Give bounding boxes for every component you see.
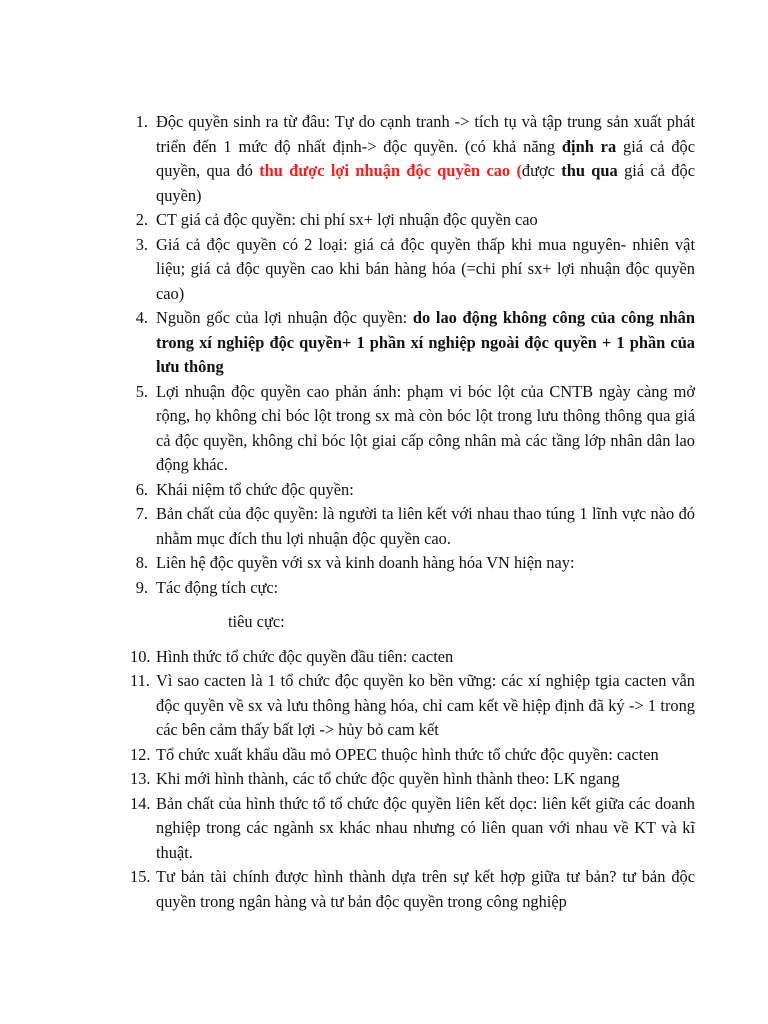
list-item: [110, 767, 695, 792]
bold-text: định ra: [561, 136, 617, 156]
subline-text: tiêu cực:: [228, 612, 285, 631]
item-text: [156, 553, 575, 572]
item-number: 3.: [135, 234, 148, 254]
list-item: [110, 551, 695, 576]
item-text: [156, 382, 695, 475]
item-text: [156, 794, 695, 862]
text-segment: Khái niệm tổ chức độc quyền:: [156, 479, 354, 499]
item-text: [156, 112, 695, 205]
item-text: [156, 210, 538, 229]
text-segment: Độc quyền sinh ra từ đâu: Tự do cạnh tranh -> tích tụ và tập trung sản xuất phát triển đến 1 mức độ nhất định-> độc quyền. (có khả năng: [156, 112, 695, 156]
list-item: [110, 208, 695, 233]
text-segment: Bản chất của độc quyền: là người ta liên kết với nhau thao túng 1 lĩnh vực nào đó nhằm mục đích thu lợi nhuận độc quyền cao.: [156, 504, 695, 548]
highlighted-text: thu được lợi nhuận độc quyền cao (: [259, 161, 522, 180]
text-segment: Bản chất của hình thức tổ tổ chức độc quyền liên kết dọc: liên kết giữa các doanh nghiệp trong các ngành sx khác nhau nhưng có liên quan với nhau về KT và kĩ thuật.: [156, 793, 695, 862]
item-number: 8.: [135, 553, 148, 572]
text-segment: được: [521, 161, 562, 180]
item-number: 13.: [130, 769, 151, 788]
item-number: 2.: [135, 210, 148, 229]
text-segment: Giá cả độc quyền có 2 loại: giá cả độc quyền thấp khi mua nguyên- nhiên vật liệu; giá cả độc quyền cao khi bán hàng hóa (=chi phí sx+ lợi nhuận độc quyền cao): [156, 234, 695, 303]
item-number: 4.: [135, 308, 148, 327]
text-segment: Tư bản tài chính được hình thành dựa trên sự kết hợp giữa tư bản? tư bản độc quyền trong ngân hàng và tư bản độc quyền trong công nghiệp: [156, 867, 695, 911]
bold-text: thu qua: [561, 161, 618, 180]
text-segment: Hình thức tổ chức độc quyền đầu tiên: cacten: [156, 646, 454, 666]
text-segment: Vì sao cacten là 1 tổ chức độc quyền ko bền vững: các xí nghiệp tgia cacten vẫn độc quyền về sx và lưu thông hàng hóa, chỉ cam kết về hiệp định đã ký -> 1 trong các bên cảm thấy bất lợi -> hủy bỏ cam kết: [156, 671, 695, 739]
item-text: [156, 867, 695, 911]
item-number: 10.: [130, 646, 151, 666]
list-item: [110, 576, 695, 601]
text-segment: Tổ chức xuất khẩu dầu mỏ OPEC thuộc hình thức tổ chức độc quyền: cacten: [156, 744, 659, 764]
item-text: [156, 480, 354, 499]
item-number: 11.: [130, 671, 150, 690]
item-text: [156, 235, 695, 303]
item-number: 12.: [130, 744, 151, 764]
text-segment: Lợi nhuận độc quyền cao phản ánh: phạm vi bóc lột của CNTB ngày càng mở rộng, họ không chỉ bóc lột trong sx mà còn bóc lột trong lưu thông thông qua giá cả độc quyền, không chỉ bóc lột giai cấp công nhân mà các tầng lớp nhân dân lao động khác.: [156, 381, 695, 474]
list-subline: [110, 610, 695, 635]
text-segment: giá cả độc quyền, qua đó: [156, 136, 695, 180]
text-segment: Khi mới hình thành, các tổ chức độc quyền hình thành theo: LK ngang: [156, 769, 620, 788]
text-segment: Nguồn gốc của lợi nhuận độc quyền:: [156, 308, 413, 327]
item-number: 15.: [130, 867, 151, 886]
item-number: 1.: [135, 112, 148, 131]
item-text: [156, 578, 278, 597]
item-number: 7.: [135, 504, 148, 523]
list-item: [110, 865, 695, 914]
item-text: [156, 647, 453, 666]
text-segment: CT giá cả độc quyền: chi phí sx+ lợi nhuận độc quyền cao: [156, 210, 538, 229]
bold-text: do lao động không công của công nhân trong xí nghiệp độc quyền+ 1 phần xí nghiệp ngoài độc quyền + 1 phần của lưu thông: [156, 308, 695, 376]
list-item: [110, 502, 695, 551]
item-text: [156, 308, 695, 376]
text-segment: Tác động tích cực:: [156, 577, 279, 597]
list-item: [110, 792, 695, 866]
item-text: [156, 745, 659, 764]
item-text: [156, 671, 695, 739]
item-text: [156, 504, 695, 548]
list-item: [110, 645, 695, 670]
item-number: 5.: [135, 381, 148, 401]
list-item: [110, 669, 695, 743]
list-item: [110, 743, 695, 768]
question-list: [110, 110, 695, 914]
list-item: [110, 306, 695, 380]
list-item: [110, 380, 695, 478]
list-item: [110, 478, 695, 503]
item-number: 14.: [130, 793, 151, 813]
text-segment: Liên hệ độc quyền với sx và kinh doanh hàng hóa VN hiện nay:: [156, 553, 575, 572]
list-item: [110, 110, 695, 208]
item-number: 9.: [135, 577, 148, 597]
list-item: [110, 233, 695, 307]
item-number: 6.: [135, 479, 148, 499]
text-segment: giá cả độc quyền): [156, 161, 695, 205]
item-text: [156, 769, 620, 788]
